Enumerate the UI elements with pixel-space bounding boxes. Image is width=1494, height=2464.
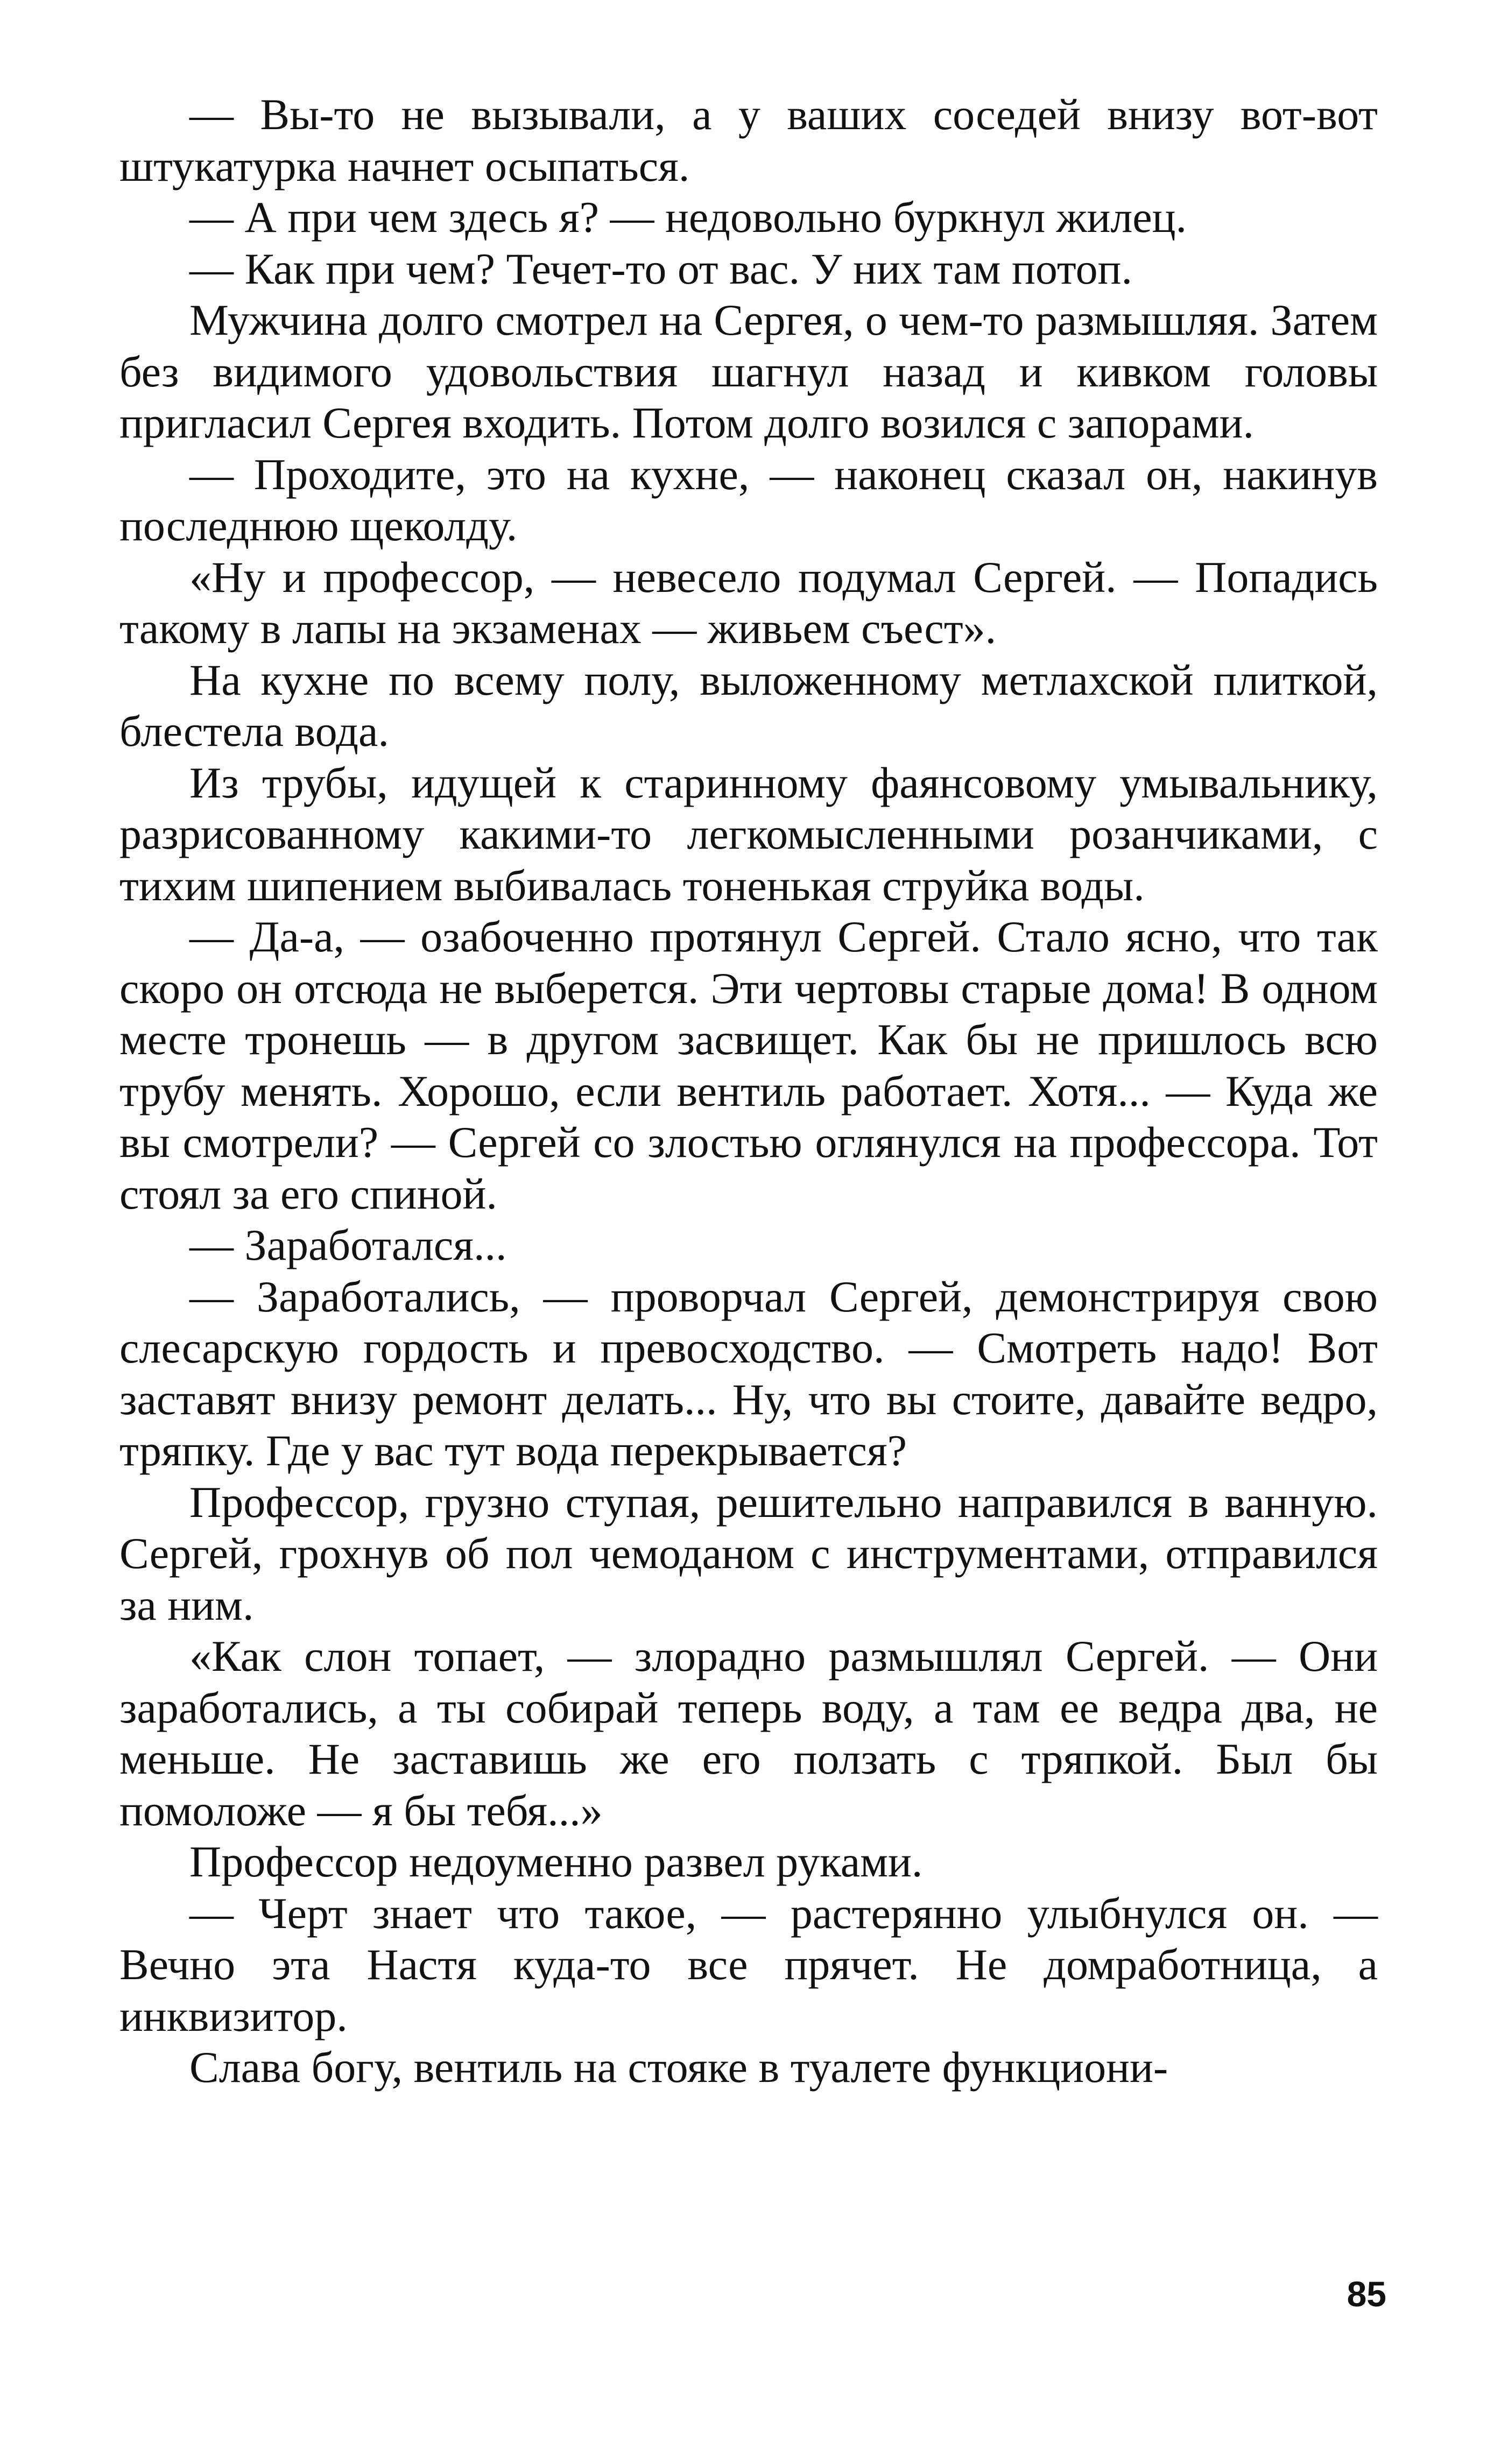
paragraph: Профессор, грузно ступая, решительно направился в ванную. Сергей, грохнув об пол чемоданом с инструментами, отправился за ним. [119,1477,1378,1629]
page-number: 85 [1347,2274,1386,2314]
paragraph: Из трубы, идущей к старинному фаянсовому умывальнику, разрисованному какими-то легкомысленными розанчиками, с тихим шипением выбивалась тоненькая струйка воды. [119,758,1378,910]
paragraph: — Заработались, — проворчал Сергей, демонстрируя свою слесарскую гордость и превосходство. — Смотреть надо! Вот заставят внизу ремонт делать... Ну, что вы стоите, давайте ведро, тряпку. Где у вас тут вода перекрывается? [119,1272,1378,1475]
paragraph: — Заработался... [189,1220,507,1269]
paragraph: — Да-а, — озабоченно протянул Сергей. Стало ясно, что так скоро он отсюда не выберется. Эти чертовы старые дома! В одном месте тронешь — в другом засвищет. Как бы не пришлось всю трубу менять. Хорошо, если вентиль работает. Хотя... — Куда же вы смотрели? — Сергей со злостью оглянулся на профессора. Тот стоял за его спиной. [119,912,1378,1218]
body-text [119,89,1378,2093]
paragraph: «Ну и профессор, — невесело подумал Сергей. — Попадись такому в лапы на экзаменах — живьем съест». [119,552,1378,653]
paragraph: «Как слон топает, — злорадно размышлял Сергей. — Они заработались, а ты собирай теперь воду, а там ее ведра два, не меньше. Не заставишь же его ползать с тряпкой. Был бы помоложе — я бы тебя...» [119,1632,1378,1835]
paragraph: — А при чем здесь я? — недовольно буркнул жилец. [189,193,1187,242]
paragraph: Мужчина долго смотрел на Сергея, о чем-то размышляя. Затем без видимого удовольствия шагнул назад и кивком головы пригласил Сергея входить. Потом долго возился с запорами. [119,295,1378,447]
paragraph: — Черт знает что такое, — растерянно улыбнулся он. — Вечно эта Настя куда-то все прячет. Не домработница, а инквизитор. [119,1888,1378,2041]
paragraph: — Проходите, это на кухне, — наконец сказал он, накинув последнюю щеколду. [119,449,1378,550]
paragraph: — Как при чем? Течет-то от вас. У них там потоп. [189,244,1132,293]
paragraph: — Вы-то не вызывали, а у ваших соседей внизу вот-вот штукатурка начнет осыпаться. [119,90,1378,190]
paragraph: На кухне по всему полу, выложенному метлахской плиткой, блестела вода. [119,655,1378,756]
paragraph: Слава богу, вентиль на стояке в туалете функциони- [189,2043,1168,2092]
paragraph: Профессор недоуменно развел руками. [189,1837,923,1886]
